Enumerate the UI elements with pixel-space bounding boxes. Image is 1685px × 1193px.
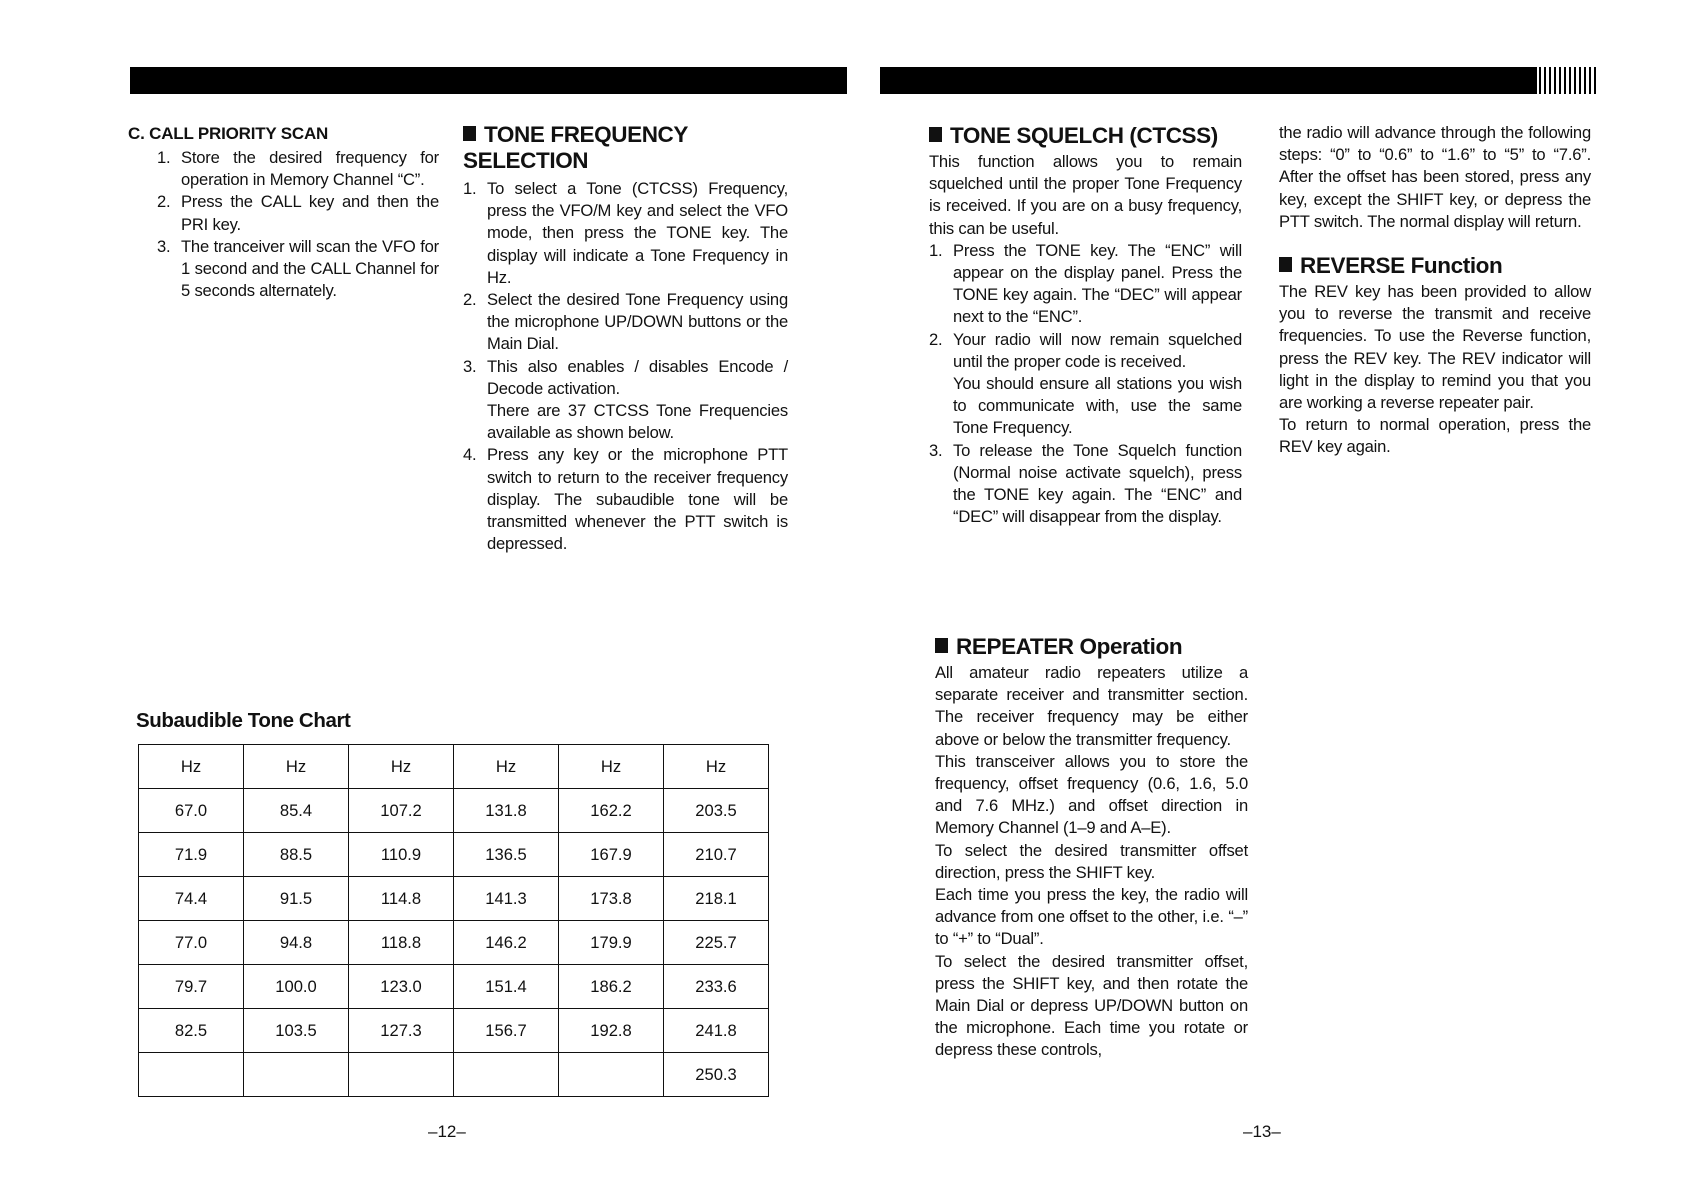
column-header: Hz <box>559 745 664 789</box>
column-header: Hz <box>349 745 454 789</box>
tone-squelch-section <box>929 123 1242 528</box>
step-text: This also enables / disables Encode / Decode activation. <box>487 356 788 398</box>
table-cell: 210.7 <box>664 833 769 877</box>
section-heading <box>463 122 723 174</box>
square-bullet-icon <box>929 127 942 142</box>
step-text: To select a Tone (CTCSS) Frequency, press the VFO/M key and select the VFO mode, then press the TONE key. The display will indicate a Tone Frequency in Hz. <box>487 179 788 287</box>
table-cell: 71.9 <box>139 833 244 877</box>
table-cell: 146.2 <box>454 921 559 965</box>
section-heading <box>1279 253 1591 279</box>
square-bullet-icon <box>1279 257 1292 272</box>
step-text: Press the CALL key and then the PRI key. <box>181 192 439 234</box>
header-bar-left <box>130 67 847 94</box>
list-item <box>157 191 439 235</box>
table-row <box>139 1053 769 1097</box>
table-cell: 82.5 <box>139 1009 244 1053</box>
paragraph: The REV key has been provided to allow you to reverse the transmit and receive frequencies. To use the Reverse function, press the REV key. The REV indicator will light in the display to remind you that you are working a reverse repeater pair. <box>1279 282 1591 413</box>
step-number: 3. <box>929 440 943 460</box>
table-row <box>139 965 769 1009</box>
step-number: 1. <box>463 179 477 198</box>
heading-text: TONE SQUELCH (CTCSS) <box>950 123 1218 148</box>
table-cell: 91.5 <box>244 877 349 921</box>
table-cell: 100.0 <box>244 965 349 1009</box>
table-cell: 203.5 <box>664 789 769 833</box>
call-priority-scan-section <box>128 123 439 302</box>
list-item <box>463 289 788 356</box>
column-header: Hz <box>454 745 559 789</box>
table-cell: 141.3 <box>454 877 559 921</box>
table-cell: 186.2 <box>559 965 664 1009</box>
step-number: 2. <box>157 192 171 212</box>
barcode-mark <box>1539 67 1596 94</box>
table-cell: 131.8 <box>454 789 559 833</box>
table-cell: 167.9 <box>559 833 664 877</box>
table-cell: 85.4 <box>244 789 349 833</box>
table-row <box>139 877 769 921</box>
step-text: Press the TONE key. The “ENC” will appear on the display panel. Press the TONE key again. The “DEC” will appear next to the “ENC”. <box>953 240 1242 327</box>
table-cell: 74.4 <box>139 877 244 921</box>
list-item <box>157 236 439 303</box>
intro-text: This function allows you to remain squelched until the proper Tone Frequency is received. If you are on a busy frequency, this can be useful. <box>929 152 1242 238</box>
table-cell: 77.0 <box>139 921 244 965</box>
heading-text: TONE FREQUENCY SELECTION <box>463 122 688 173</box>
table-cell: 67.0 <box>139 789 244 833</box>
heading-text: REVERSE Function <box>1300 253 1503 279</box>
paragraph: All amateur radio repeaters utilize a separate receiver and transmitter section. The receiver frequency may be either above or below the transmitter frequency. <box>935 663 1248 749</box>
step-text: Press any key or the microphone PTT switch to return to the receiver frequency display. The subaudible tone will be transmitted whenever the PTT switch is depressed. <box>487 445 788 554</box>
step-note: There are 37 CTCSS Tone Frequencies available as shown below. <box>487 401 788 443</box>
table-row <box>139 921 769 965</box>
step-text: The tranceiver will scan the VFO for 1 second and the CALL Channel for 5 seconds alternately. <box>181 236 439 301</box>
step-text: Select the desired Tone Frequency using the microphone UP/DOWN buttons or the Main Dial. <box>487 290 788 354</box>
paragraph: Each time you press the key, the radio will advance from one offset to the other, i.e. “–” to “+” to “Dual”. <box>935 885 1248 949</box>
repeater-section <box>935 634 1248 1062</box>
square-bullet-icon <box>935 638 948 653</box>
section-heading <box>929 123 1242 149</box>
table-cell: 156.7 <box>454 1009 559 1053</box>
list-item <box>929 329 1242 440</box>
table-cell: 225.7 <box>664 921 769 965</box>
step-number: 2. <box>929 329 943 349</box>
column-header: Hz <box>664 745 769 789</box>
square-bullet-icon <box>463 126 476 141</box>
table-cell: 233.6 <box>664 965 769 1009</box>
step-text: Store the desired frequency for operation in Memory Channel “C”. <box>181 148 439 190</box>
step-number: 1. <box>929 240 943 260</box>
step-number: 1. <box>157 148 171 167</box>
table-cell <box>244 1053 349 1097</box>
table-cell: 79.7 <box>139 965 244 1009</box>
table-cell: 114.8 <box>349 877 454 921</box>
header-bar-right <box>880 67 1537 94</box>
table-cell <box>559 1053 664 1097</box>
table-row <box>139 833 769 877</box>
table-cell: 136.5 <box>454 833 559 877</box>
tone-chart-heading: Subaudible Tone Chart <box>136 709 351 732</box>
column-header: Hz <box>139 745 244 789</box>
step-text: Your radio will now remain squelched until the proper code is received. <box>953 329 1242 371</box>
table-cell: 123.0 <box>349 965 454 1009</box>
step-number: 4. <box>463 445 477 465</box>
table-cell: 250.3 <box>664 1053 769 1097</box>
step-number: 2. <box>463 290 477 310</box>
step-number: 3. <box>463 356 477 376</box>
table-cell: 88.5 <box>244 833 349 877</box>
table-cell: 192.8 <box>559 1009 664 1053</box>
table-cell: 94.8 <box>244 921 349 965</box>
table-cell <box>139 1053 244 1097</box>
step-number: 3. <box>157 236 171 256</box>
table-cell <box>454 1053 559 1097</box>
tone-chart-table <box>138 744 769 1097</box>
list-item <box>929 240 1242 329</box>
paragraph: To return to normal operation, press the REV key again. <box>1279 415 1591 457</box>
heading-text: REPEATER Operation <box>956 634 1183 659</box>
paragraph: This transceiver allows you to store the frequency, offset frequency (0.6, 1.6, 5.0 and 7.6 MHz.) and offset direction in Memory Channel (1–9 and A–E). <box>935 751 1248 838</box>
table-cell: 127.3 <box>349 1009 454 1053</box>
section-heading <box>935 634 1248 660</box>
table-row <box>139 789 769 833</box>
table-cell: 107.2 <box>349 789 454 833</box>
paragraph: To select the desired transmitter offset direction, press the SHIFT key. <box>935 840 1248 882</box>
list-item <box>929 440 1242 529</box>
section-heading: C. CALL PRIORITY SCAN <box>128 124 329 143</box>
repeater-continued-text: the radio will advance through the following steps: “0” to “0.6” to “1.6” to “5” to “7.6”. After the offset has been stored, press any key, except the SHIFT key, or depress the PTT switch. The normal display will return. <box>1279 123 1591 231</box>
list-item <box>463 444 788 555</box>
table-cell: 151.4 <box>454 965 559 1009</box>
page-number-left: –12– <box>428 1122 466 1141</box>
table-cell: 241.8 <box>664 1009 769 1053</box>
list-item <box>463 178 788 289</box>
step-text: To release the Tone Squelch function (Normal noise activate squelch), press the TONE key again. The “ENC” and “DEC” will disappear from the display. <box>953 440 1242 527</box>
page-number-right: –13– <box>1243 1122 1281 1141</box>
table-cell: 118.8 <box>349 921 454 965</box>
table-cell: 218.1 <box>664 877 769 921</box>
column-header: Hz <box>244 745 349 789</box>
tone-frequency-section <box>463 122 788 555</box>
table-cell: 162.2 <box>559 789 664 833</box>
table-cell: 110.9 <box>349 833 454 877</box>
list-item <box>157 147 439 191</box>
table-header-row <box>139 745 769 789</box>
table-cell: 103.5 <box>244 1009 349 1053</box>
table-cell: 173.8 <box>559 877 664 921</box>
table-cell <box>349 1053 454 1097</box>
right-column <box>1279 122 1591 459</box>
list-item <box>463 356 788 445</box>
table-cell: 179.9 <box>559 921 664 965</box>
paragraph: To select the desired transmitter offset, press the SHIFT key, and then rotate the Main Dial or depress UP/DOWN button on the microphone. Each time you rotate or depress these controls, <box>935 951 1248 1060</box>
step-note: You should ensure all stations you wish to communicate with, use the same Tone Frequency. <box>953 374 1242 438</box>
table-row <box>139 1009 769 1053</box>
